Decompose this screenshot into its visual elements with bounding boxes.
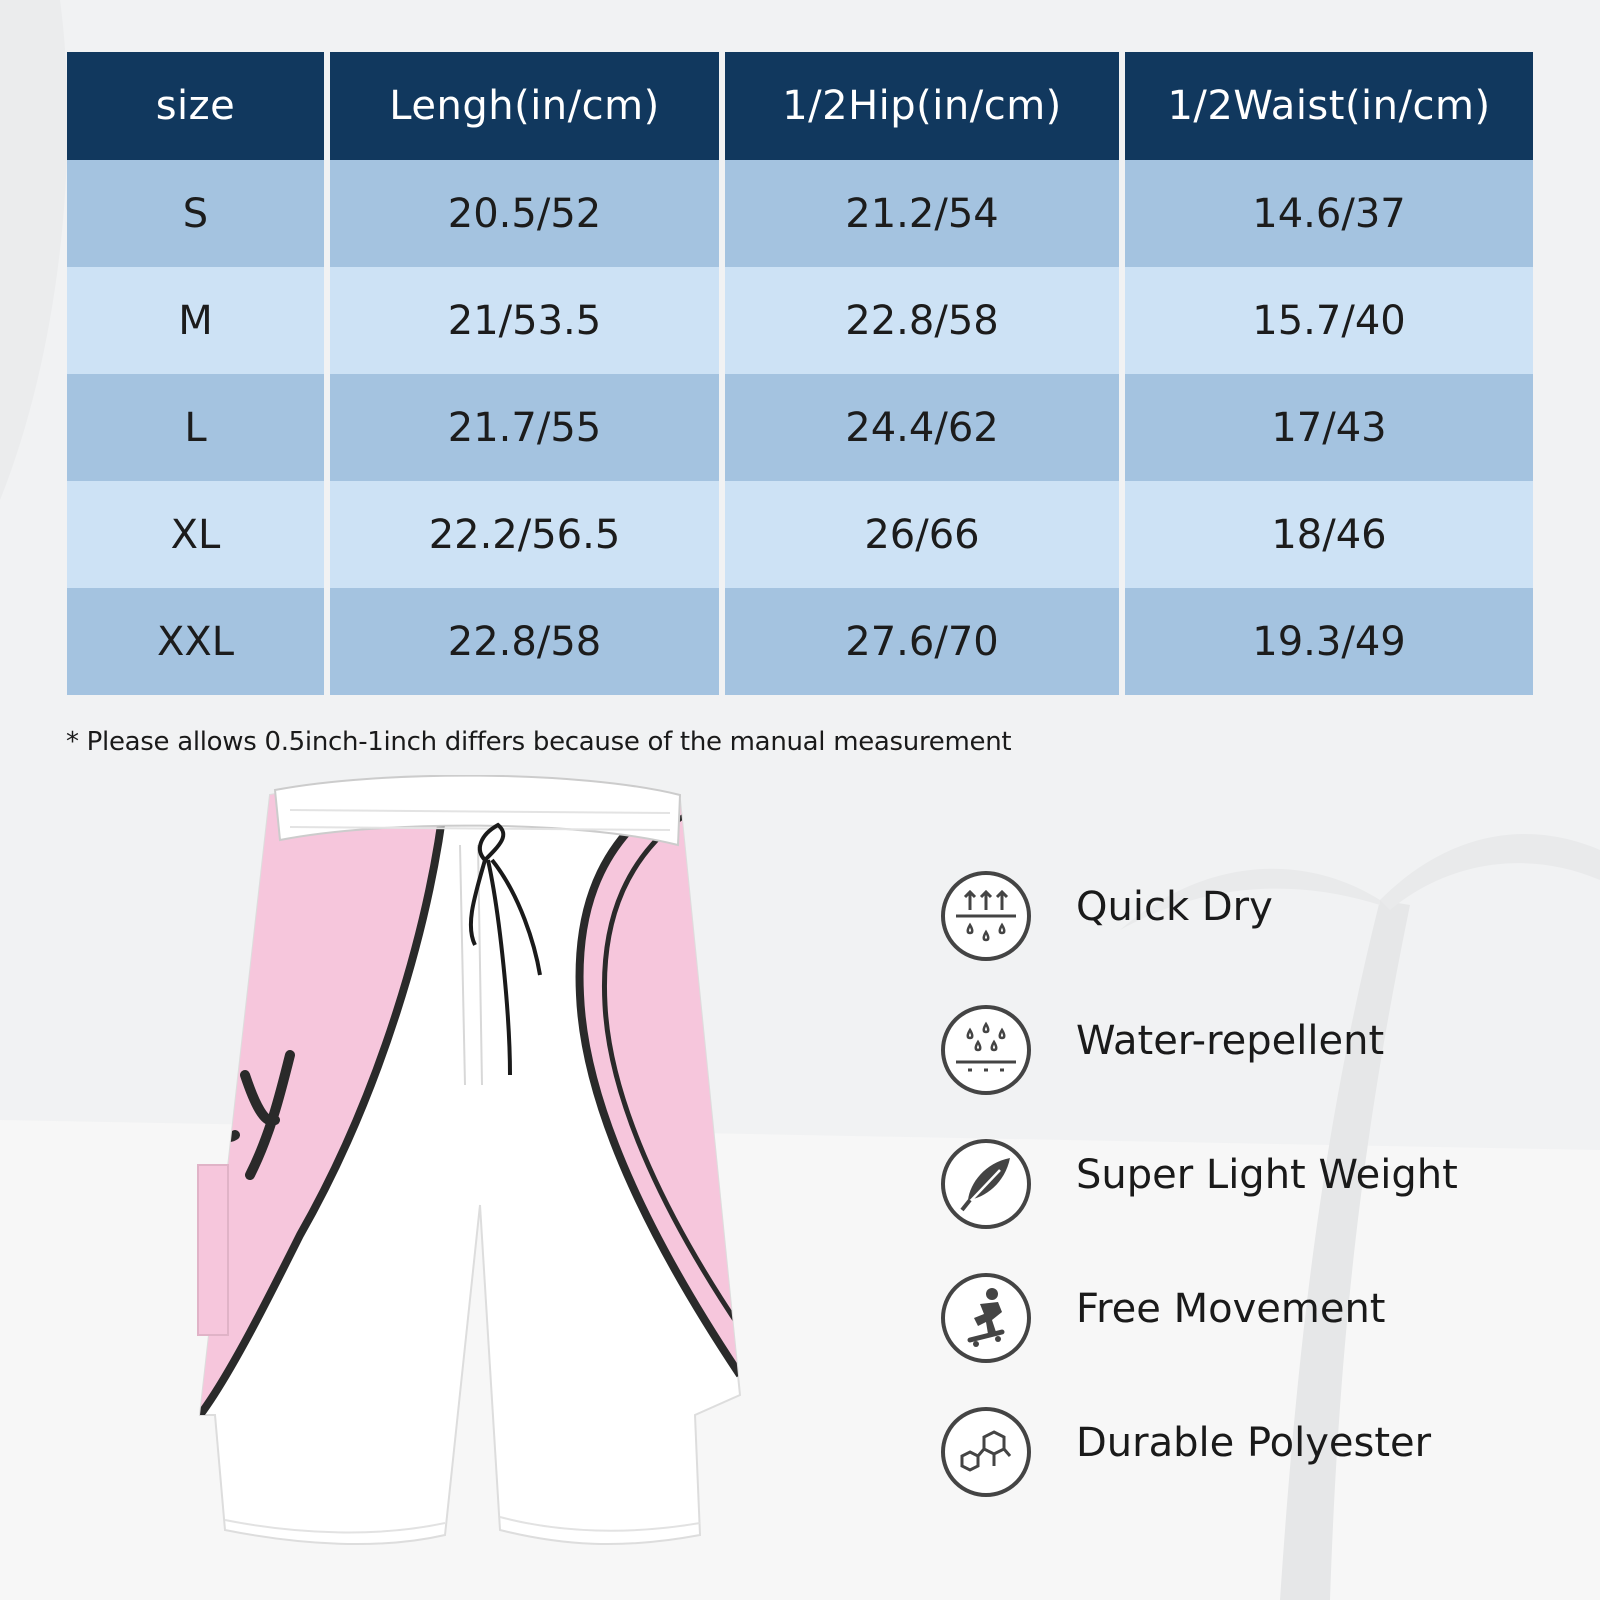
cell-size: L [67, 374, 324, 481]
measurement-note: * Please allows 0.5inch-1inch differs because of the manual measurement [66, 727, 1012, 757]
feature-label: Free Movement [1076, 1286, 1386, 1332]
cell-half-waist: 19.3/49 [1119, 588, 1533, 695]
cell-size: M [67, 267, 324, 374]
header-half-hip: 1/2Hip(in/cm) [719, 52, 1119, 160]
cell-half-waist: 17/43 [1119, 374, 1533, 481]
quick-dry-icon [940, 870, 1032, 962]
feature-item [940, 870, 1540, 1004]
header-length: Lengh(in/cm) [324, 52, 719, 160]
feature-label: Durable Polyester [1076, 1420, 1432, 1466]
board-shorts-image [180, 775, 780, 1575]
feature-label: Water-repellent [1076, 1018, 1385, 1064]
feature-item [940, 1004, 1540, 1138]
feather-icon [940, 1138, 1032, 1230]
cell-length: 22.2/56.5 [324, 481, 719, 588]
cell-size: S [67, 160, 324, 267]
cell-half-hip: 24.4/62 [719, 374, 1119, 481]
cell-half-waist: 14.6/37 [1119, 160, 1533, 267]
cell-size: XL [67, 481, 324, 588]
skateboarder-icon [940, 1272, 1032, 1364]
table-row [67, 374, 1533, 481]
table-row [67, 160, 1533, 267]
cell-half-hip: 21.2/54 [719, 160, 1119, 267]
feature-list [940, 870, 1540, 1540]
table-row [67, 588, 1533, 695]
cell-half-waist: 15.7/40 [1119, 267, 1533, 374]
cell-half-hip: 22.8/58 [719, 267, 1119, 374]
table-row [67, 481, 1533, 588]
cell-half-waist: 18/46 [1119, 481, 1533, 588]
table-row [67, 267, 1533, 374]
size-chart-table [67, 52, 1533, 695]
feature-item [940, 1272, 1540, 1406]
cell-length: 22.8/58 [324, 588, 719, 695]
header-size: size [67, 52, 324, 160]
feature-item [940, 1406, 1540, 1540]
cell-length: 20.5/52 [324, 160, 719, 267]
water-repellent-icon [940, 1004, 1032, 1096]
table-header-row [67, 52, 1533, 160]
feature-item [940, 1138, 1540, 1272]
feature-label: Quick Dry [1076, 884, 1273, 930]
feature-label: Super Light Weight [1076, 1152, 1458, 1198]
polyester-molecule-icon [940, 1406, 1032, 1498]
cell-length: 21.7/55 [324, 374, 719, 481]
cell-length: 21/53.5 [324, 267, 719, 374]
cell-half-hip: 27.6/70 [719, 588, 1119, 695]
cell-size: XXL [67, 588, 324, 695]
header-half-waist: 1/2Waist(in/cm) [1119, 52, 1533, 160]
cell-half-hip: 26/66 [719, 481, 1119, 588]
